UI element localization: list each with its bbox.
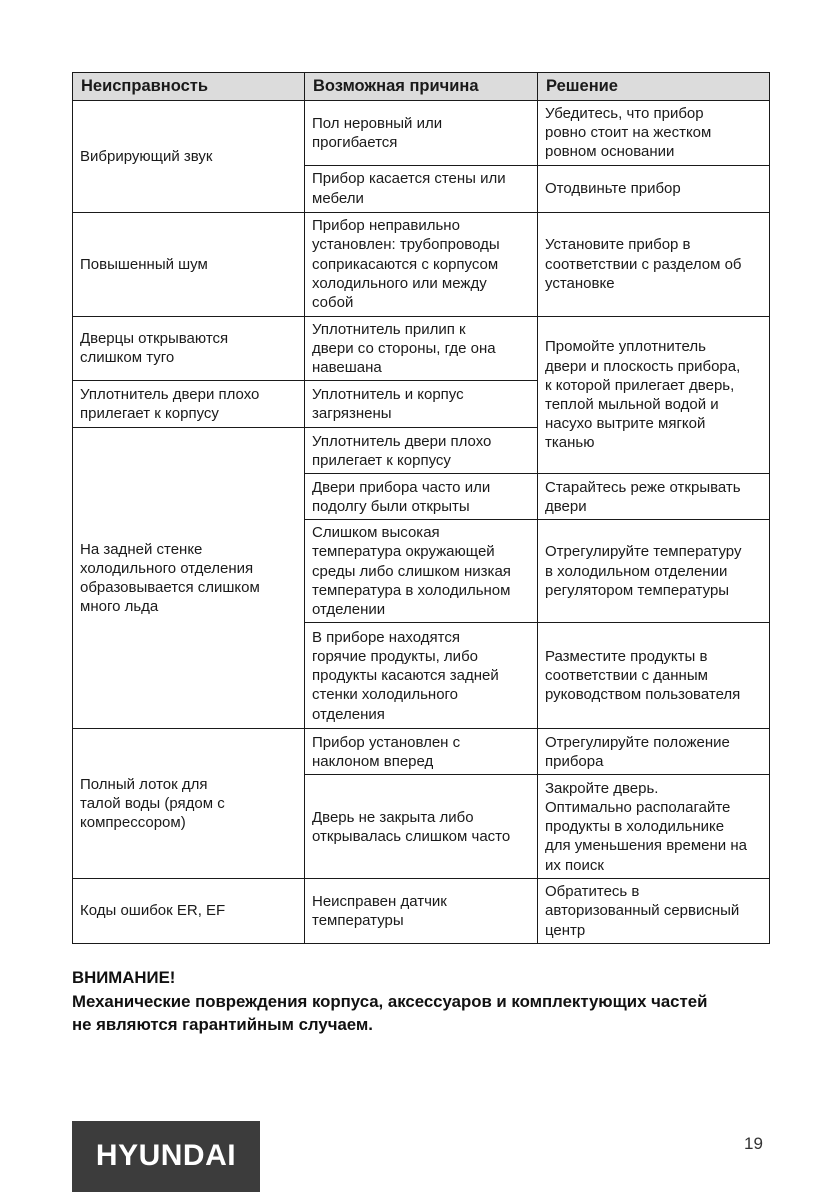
cause-cell: Уплотнитель прилип к двери со стороны, где она навешана (305, 316, 538, 381)
cause-cell: Пол неровный или прогибается (305, 101, 538, 166)
warning-notice (72, 966, 772, 1037)
solution-cell: Отрегулируйте положение прибора (538, 729, 770, 775)
fault-cell: Дверцы открываются слишком туго (73, 316, 305, 381)
cause-cell: Уплотнитель двери плохо прилегает к корпусу (305, 428, 538, 474)
table-row (73, 101, 770, 166)
solution-cell: Обратитесь в авторизованный сервисный центр (538, 879, 770, 944)
cause-cell: Уплотнитель и корпус загрязнены (305, 381, 538, 428)
header-solution: Решение (538, 73, 770, 101)
page-number: 19 (744, 1134, 763, 1153)
cause-cell: Двери прибора часто или подолгу были открыты (305, 474, 538, 520)
table-row (73, 212, 770, 316)
cause-cell: Дверь не закрыта либо открывалась слишком часто (305, 775, 538, 879)
cause-cell: Прибор касается стены или мебели (305, 165, 538, 212)
fault-cell: Коды ошибок ER, EF (73, 879, 305, 944)
cause-cell: Прибор установлен с наклоном вперед (305, 729, 538, 775)
fault-cell: Повышенный шум (73, 212, 305, 316)
solution-cell: Разместите продукты в соответствии с данным руководством пользователя (538, 623, 770, 729)
solution-cell: Закройте дверь. Оптимально располагайте продукты в холодильнике для уменьшения времени на их поиск (538, 775, 770, 879)
header-cause: Возможная причина (305, 73, 538, 101)
notice-title: ВНИМАНИЕ! (72, 968, 176, 987)
solution-cell: Убедитесь, что прибор ровно стоит на жестком ровном основании (538, 101, 770, 166)
brand-logo (72, 1121, 260, 1192)
solution-cell: Установите прибор в соответствии с разделом об установке (538, 212, 770, 316)
solution-cell: Отрегулируйте температуру в холодильном отделении регулятором температуры (538, 520, 770, 623)
table-row (73, 729, 770, 775)
fault-cell: Вибрирующий звук (73, 101, 305, 213)
solution-cell: Промойте уплотнитель двери и плоскость прибора, к которой прилегает дверь, теплой мыльной водой и насухо вытрите мягкой тканью (538, 316, 770, 474)
fault-cell: Уплотнитель двери плохо прилегает к корпусу (73, 381, 305, 428)
notice-text: Механические повреждения корпуса, аксессуаров и комплектующих частей не являются гарантийным случаем. (72, 991, 708, 1034)
cause-cell: Неисправен датчик температуры (305, 879, 538, 944)
table-row (73, 879, 770, 944)
solution-cell: Старайтесь реже открывать двери (538, 474, 770, 520)
cause-cell: В приборе находятся горячие продукты, либо продукты касаются задней стенки холодильного отделения (305, 623, 538, 729)
troubleshooting-table (72, 72, 770, 944)
table-header-row (73, 73, 770, 101)
solution-cell: Отодвиньте прибор (538, 165, 770, 212)
fault-cell: На задней стенке холодильного отделения образовывается слишком много льда (73, 428, 305, 729)
logo-text: HYUNDAI (95, 1139, 237, 1172)
fault-cell: Полный лоток для талой воды (рядом с компрессором) (73, 729, 305, 879)
table-row (73, 316, 770, 381)
cause-cell: Слишком высокая температура окружающей среды либо слишком низкая температура в холодильном отделении (305, 520, 538, 623)
header-fault: Неисправность (73, 73, 305, 101)
cause-cell: Прибор неправильно установлен: трубопроводы соприкасаются с корпусом холодильного или между собой (305, 212, 538, 316)
